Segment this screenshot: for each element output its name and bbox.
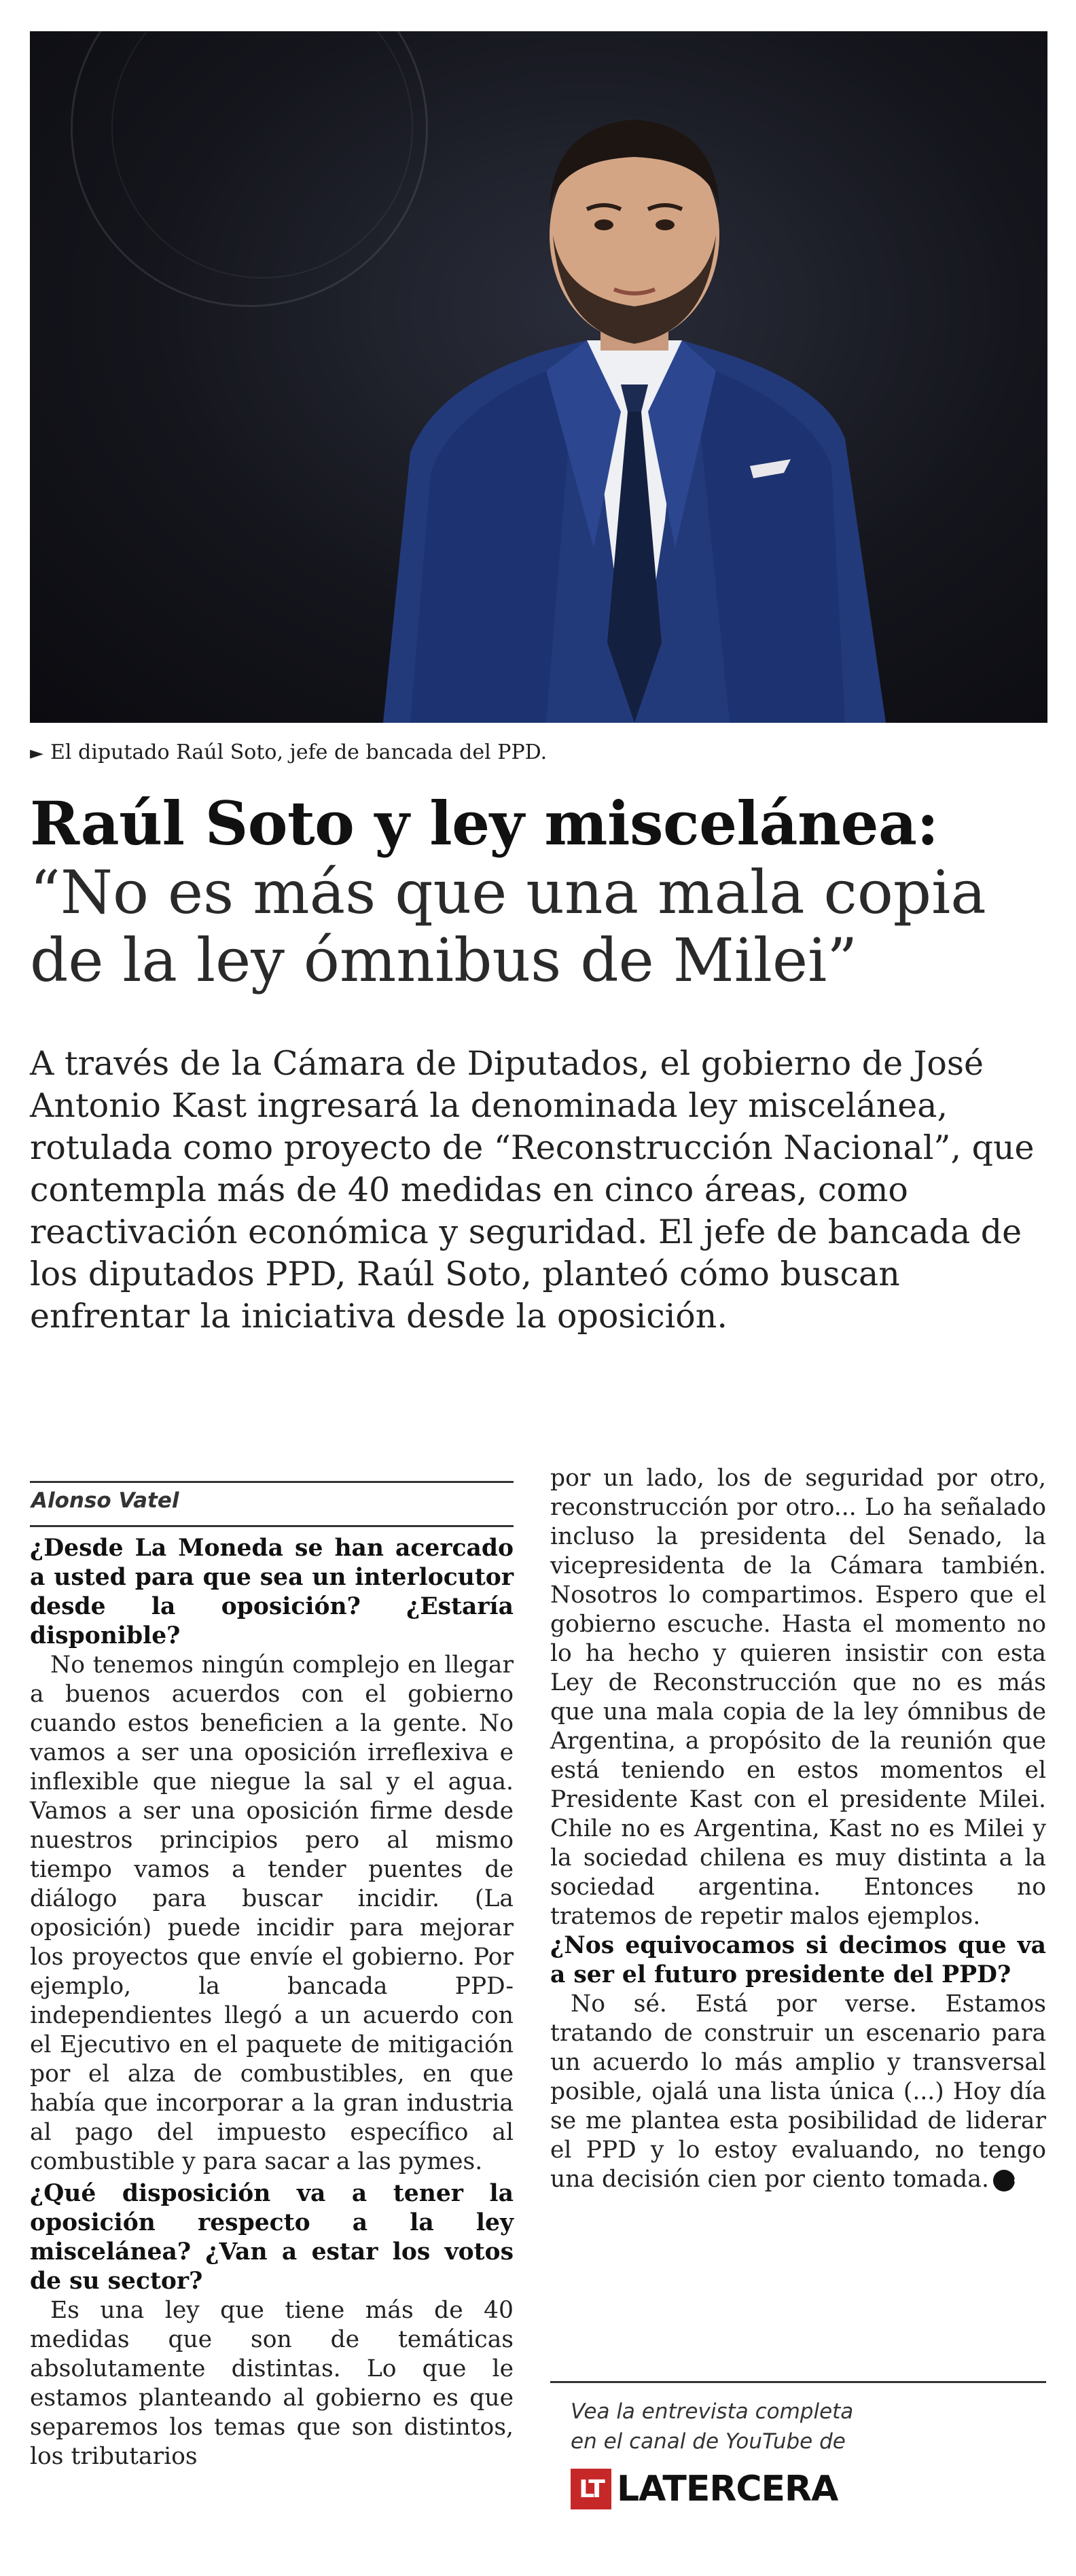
headline-title: Raúl Soto y ley miscelánea: [30,788,939,859]
youtube-promo [550,2381,1046,2509]
article-photo [30,31,1047,723]
answer-2-part1: Es una ley que tiene más de 40 medidas que son de temáticas absolutamente distintas. Lo que le estamos planteando al gobierno es que separemos los temas que son distintos, los tributarios [30,2297,514,2470]
answer-3-text: No sé. Está por verse. Estamos tratando de construir un escenario para un acuerdo lo más amplio y transversal posible, ojalá una lista única (...) Hoy día se me plantea esta posibilidad de liderar el PPD y lo estoy evaluando, no tengo una decisión cien por ciento tomada. [550,1990,1046,2193]
question-2: ¿Qué disposición va a tener la oposición respecto a la ley miscelánea? ¿Van a estar los votos de su sector? [30,2180,514,2295]
column-left [30,1534,514,2471]
question-1: ¿Desde La Moneda se han acercado a usted para que sea un interlocutor desde la oposición? ¿Estaría disponible? [30,1535,514,1649]
logo-name: LATERCERA [617,2469,838,2509]
answer-1: No tenemos ningún complejo en llegar a buenos acuerdos con el gobierno cuando estos beneficien a la gente. No vamos a ser una oposición irreflexiva e inflexible que niegue la sal y el agua. Vamos a ser una oposición firme desde nuestros principios pero al mismo tiempo vamos a tender puentes de diálogo para buscar incidir. (La oposición) puede incidir para mejorar los proyectos que envíe el gobierno. Por ejemplo, la bancada PPD-independientes llegó a un acuerdo con el Ejecutivo en el paquete de mitigación por el alza de combustibles, en que había que incorporar a la gran industria al pago del impuesto específico al combustible y para sacar a las pymes. [30,1651,514,2175]
photo-caption [30,740,547,764]
lead-paragraph: A través de la Cámara de Diputados, el gobierno de José Antonio Kast ingresará la denominada ley miscelánea, rotulada como proyecto de “Reconstrucción Nacional”, que contempla más de 40 medidas en cinco áreas, como reactivación económica y seguridad. El jefe de bancada de los diputados PPD, Raúl Soto, planteó cómo buscan enfrentar la iniciativa desde la oposición. [30,1044,1035,1336]
caption-text: El diputado Raúl Soto, jefe de bancada del PPD. [50,740,548,764]
la-tercera-logo[interactable] [571,2469,1046,2509]
answer-3 [550,1990,1046,2194]
column-right [550,1464,1046,2194]
question-3: ¿Nos equivocamos si decimos que va a ser el futuro presidente del PPD? [550,1932,1046,1988]
promo-line-1: Vea la entrevista completa [571,2399,854,2424]
headline [30,788,1049,995]
answer-2-part2: por un lado, los de seguridad por otro, reconstrucción por otro... Lo ha señalado incluso la presidenta del Senado, la vicepresidenta de la Cámara también. Nosotros lo compartimos. Espero que el gobierno escuche. Hasta el momento no lo ha hecho y quieren insistir con esta Ley de Reconstrucción que no es más que una mala copia de la ley ómnibus de Argentina, a propósito de la reunión que está teniendo en estos momentos el Presidente Kast con el presidente Milei. Chile no es Argentina, Kast no es Milei y la sociedad chilena es muy distinta a la sociedad argentina. Entonces no tratemos de repetir malos ejemplos. [550,1465,1046,1930]
portrait-raul-soto [30,31,1047,723]
byline [30,1481,514,1527]
headline-quote-line2: de la ley ómnibus de Milei” [30,925,858,995]
end-mark-icon: ✚ [993,2170,1015,2192]
promo-line-2: en el canal de YouTube de [571,2429,846,2454]
headline-quote-line1: “No es más que una mala copia [30,857,986,927]
caption-arrow-icon: ► [30,743,43,764]
logo-mark: LT [571,2469,611,2509]
author-name: Alonso Vatel [31,1488,179,1513]
